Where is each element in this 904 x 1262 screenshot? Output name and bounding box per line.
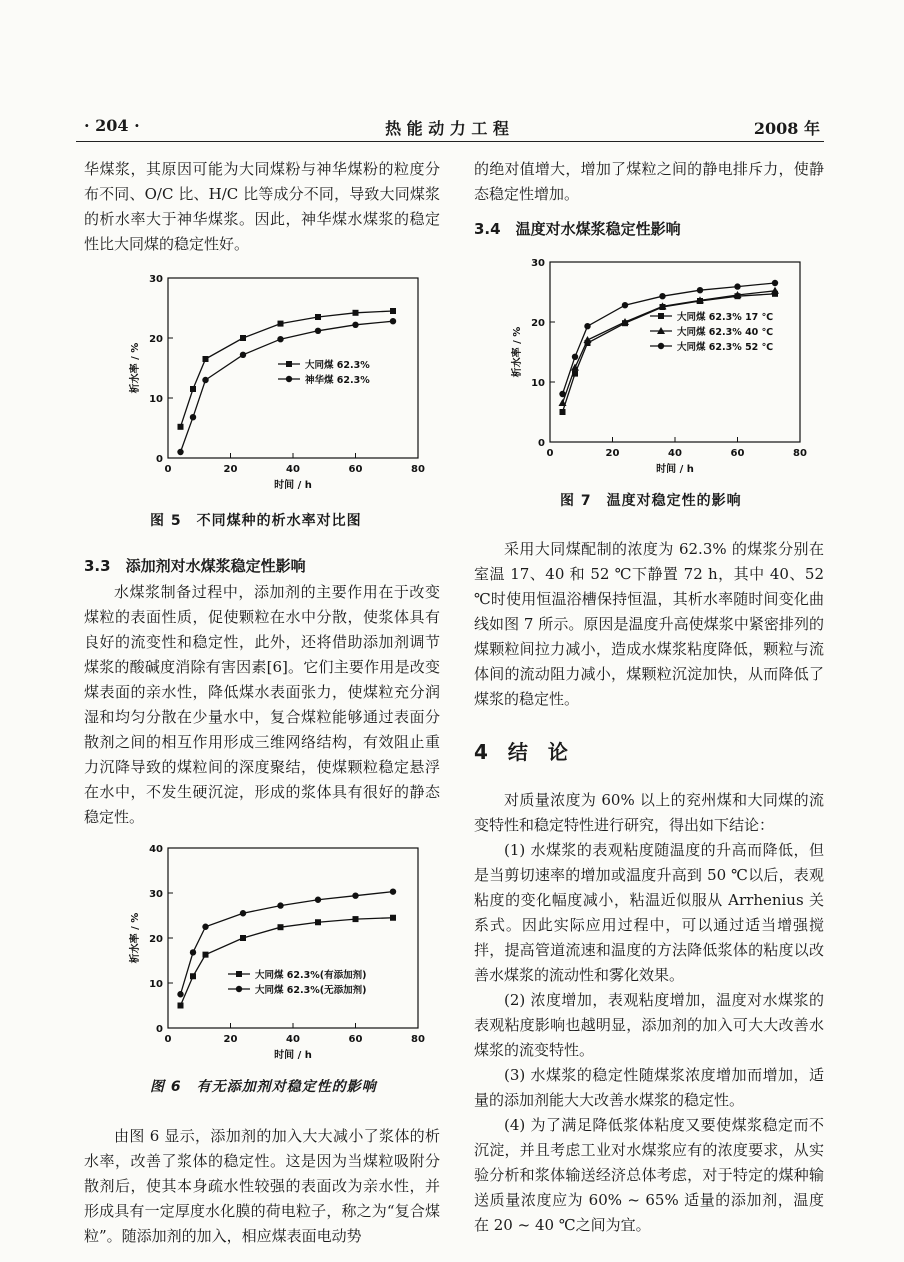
legend-marker bbox=[286, 376, 292, 382]
data-point bbox=[572, 354, 578, 360]
y-tick-label: 40 bbox=[149, 844, 163, 855]
x-tick-label: 40 bbox=[668, 448, 682, 459]
x-tick-label: 0 bbox=[164, 1034, 172, 1045]
journal-title: 热 能 动 力 工 程 bbox=[385, 119, 509, 138]
data-point bbox=[390, 888, 396, 894]
legend-label: 大同煤 62.3%(有添加剂) bbox=[255, 970, 367, 981]
page-number: · 204 · bbox=[84, 116, 140, 135]
data-point bbox=[315, 919, 321, 925]
data-point bbox=[771, 287, 779, 294]
x-axis-label: 时间 / h bbox=[656, 464, 694, 475]
right-para-2: 采用大同煤配制的浓度为 62.3% 的煤浆分别在室温 17、40 和 52 ℃下静置 72 h，其中 40、52 ℃时使用恒温浴槽保持恒温，其析水率随时间变化曲线如图 7 所示。原因是温度升高使煤浆中紧密排列的煤颗粒间拉力减小，造成水煤浆粘度降低，颗粒与流体间的流动阻力减小，煤颗粒沉淀加快，从而降低了煤浆的稳定性。 bbox=[474, 540, 824, 708]
data-point bbox=[240, 935, 246, 941]
x-tick-label: 20 bbox=[223, 464, 238, 475]
x-tick-label: 60 bbox=[348, 1034, 363, 1045]
fig6-caption: 图 6 有无添加剂对稳定性的影响 bbox=[150, 1079, 377, 1095]
legend-marker bbox=[658, 313, 664, 319]
y-tick-label: 30 bbox=[149, 274, 163, 285]
legend-label: 大同煤 62.3% bbox=[305, 360, 370, 371]
fig5-chart bbox=[120, 268, 430, 500]
y-tick-label: 20 bbox=[149, 334, 163, 345]
y-axis-label: 析水率 / % bbox=[512, 326, 523, 378]
y-tick-label: 10 bbox=[149, 394, 163, 405]
data-point bbox=[772, 280, 778, 286]
data-point bbox=[277, 336, 283, 342]
data-point bbox=[240, 335, 246, 341]
year: 2008 年 bbox=[753, 119, 820, 138]
y-tick-label: 20 bbox=[531, 318, 545, 329]
fig7-caption: 图 7 温度对稳定性的影响 bbox=[560, 493, 742, 509]
data-point bbox=[277, 902, 283, 908]
legend-marker bbox=[286, 361, 292, 367]
left-para-2: 水煤浆制备过程中，添加剂的主要作用在于改变煤粒的表面性质，促使颗粒在水中分散，使浆体具有良好的流变性和稳定性，此外，还将借助添加剂调节煤浆的酸碱度消除有害因素[6]。它们主要作用是改变煤表面的亲水性，降低煤水表面张力，使煤粒充分润湿和均匀分散在少量水中，复合煤粒能够通过表面分散剂之间的相互作用形成三维网络结构，有效阻止重力沉降导致的煤粒间的深度聚结，使煤颗粒稳定悬浮在水中，不发生硬沉淀，形成的浆体具有很好的静态稳定性。 bbox=[84, 583, 440, 826]
data-point bbox=[353, 916, 359, 922]
data-point bbox=[584, 336, 592, 343]
x-axis-label: 时间 / h bbox=[274, 1050, 312, 1061]
data-point bbox=[315, 328, 321, 334]
y-tick-label: 30 bbox=[531, 258, 545, 269]
fig6-chart bbox=[120, 838, 430, 1070]
data-point bbox=[622, 302, 628, 308]
data-point bbox=[240, 352, 246, 358]
data-point bbox=[352, 893, 358, 899]
plot-frame bbox=[168, 278, 418, 458]
data-point bbox=[315, 314, 321, 320]
x-tick-label: 0 bbox=[546, 448, 554, 459]
data-point bbox=[560, 409, 566, 415]
right-para-1: 的绝对值增大，增加了煤粒之间的静电排斥力，使静态稳定性增加。 bbox=[474, 160, 824, 203]
section-3-4: 3.4 温度对水煤浆稳定性影响 bbox=[474, 220, 681, 238]
legend-marker bbox=[658, 343, 664, 349]
series-line-2 bbox=[181, 321, 394, 452]
x-axis-label: 时间 / h bbox=[274, 480, 312, 491]
data-point bbox=[178, 424, 184, 430]
data-point bbox=[202, 377, 208, 383]
data-point bbox=[203, 952, 209, 958]
data-point bbox=[240, 910, 246, 916]
data-point bbox=[659, 293, 665, 299]
series-line-3 bbox=[563, 283, 776, 394]
data-point bbox=[190, 386, 196, 392]
x-tick-label: 0 bbox=[164, 464, 172, 475]
y-tick-label: 0 bbox=[538, 438, 545, 449]
fig7-chart bbox=[502, 252, 812, 484]
x-tick-label: 60 bbox=[730, 448, 745, 459]
y-tick-label: 10 bbox=[149, 979, 163, 990]
left-para-3: 由图 6 显示，添加剂的加入大大减小了浆体的析水率，改善了浆体的稳定性。这是因为当煤粒吸附分散剂后，使其本身疏水性较强的表面改为亲水性，并形成具有一定厚度水化膜的荷电粒子，称之为“复合煤粒”。随添加剂的加入，相应煤表面电动势 bbox=[84, 1127, 440, 1245]
legend-label: 大同煤 62.3% 40 ℃ bbox=[677, 327, 774, 338]
x-tick-label: 80 bbox=[411, 464, 425, 475]
section-4: 4 结 论 bbox=[474, 740, 568, 764]
x-tick-label: 80 bbox=[411, 1034, 425, 1045]
data-point bbox=[390, 308, 396, 314]
data-point bbox=[178, 1003, 184, 1009]
x-tick-label: 20 bbox=[605, 448, 620, 459]
data-point bbox=[559, 391, 565, 397]
x-tick-label: 40 bbox=[286, 1034, 300, 1045]
y-axis-label: 析水率 / % bbox=[130, 912, 141, 964]
x-tick-label: 60 bbox=[348, 464, 363, 475]
data-point bbox=[353, 310, 359, 316]
y-axis-label: 析水率 / % bbox=[130, 342, 141, 394]
x-tick-label: 40 bbox=[286, 464, 300, 475]
fig5-caption: 图 5 不同煤种的析水率对比图 bbox=[150, 513, 362, 529]
legend-marker bbox=[236, 986, 242, 992]
y-tick-label: 20 bbox=[149, 934, 163, 945]
data-point bbox=[177, 991, 183, 997]
data-point bbox=[315, 897, 321, 903]
section-3-3: 3.3 添加剂对水煤浆稳定性影响 bbox=[84, 557, 306, 575]
legend-marker bbox=[236, 971, 242, 977]
data-point bbox=[190, 973, 196, 979]
legend-label: 大同煤 62.3%(无添加剂) bbox=[255, 985, 367, 996]
plot-frame bbox=[168, 848, 418, 1028]
legend-label: 大同煤 62.3% 52 ℃ bbox=[677, 342, 774, 353]
data-point bbox=[390, 915, 396, 921]
y-tick-label: 30 bbox=[149, 889, 163, 900]
legend-label: 大同煤 62.3% 17 ℃ bbox=[677, 312, 774, 323]
left-para-1: 华煤浆，其原因可能为大同煤粉与神华煤粉的粒度分布不同、O/C 比、H/C 比等成分不同，导致大同煤浆的析水率大于神华煤浆。因此，神华煤水煤浆的稳定性比大同煤的稳定性好。 bbox=[84, 160, 440, 253]
data-point bbox=[190, 949, 196, 955]
data-point bbox=[177, 449, 183, 455]
y-tick-label: 10 bbox=[531, 378, 545, 389]
data-point bbox=[190, 414, 196, 420]
data-point bbox=[390, 318, 396, 324]
x-tick-label: 80 bbox=[793, 448, 807, 459]
data-point bbox=[352, 322, 358, 328]
legend-label: 神华煤 62.3% bbox=[305, 375, 370, 386]
data-point bbox=[278, 321, 284, 327]
header-rule bbox=[76, 141, 824, 142]
data-point bbox=[202, 924, 208, 930]
y-tick-label: 0 bbox=[156, 454, 163, 465]
data-point bbox=[278, 924, 284, 930]
x-tick-label: 20 bbox=[223, 1034, 238, 1045]
data-point bbox=[203, 356, 209, 362]
y-tick-label: 0 bbox=[156, 1024, 163, 1035]
data-point bbox=[734, 283, 740, 289]
data-point bbox=[697, 287, 703, 293]
data-point bbox=[584, 323, 590, 329]
right-conclusions: 对质量浓度为 60% 以上的兖州煤和大同煤的流变特性和稳定特性进行研究，得出如下结论： (1) 水煤浆的表观粘度随温度的升高而降低，但是当剪切速率的增加或温度升高到 50 ℃以后，表观粘度的变化幅度减小，粘温近似服从 Arrhenius 关系式。因此实际应用过程中，可以通过适当增强搅拌，提高管道流速和温度的方法降低浆体的粘度以改善水煤浆的流动性和雾化效果。 (2) 浓度增加，表观粘度增加，温度对水煤浆的表观粘度影响也越明显，添加剂的加入可大大改善水煤浆的流变特性。 (3) 水煤浆的稳定性随煤浆浓度增加而增加，适量的添加剂能大大改善水煤浆的稳定性。 (4) 为了满足降低浆体粘度又要使煤浆稳定而不沉淀，并且考虑工业对水煤浆应有的浓度要求，从实验分析和浆体输送经济总体考虑，对于特定的煤种输送质量浓度应为 60% ~ 65% 适量的添加剂，温度在 20 ~ 40 ℃之间为宜。 bbox=[474, 791, 824, 1234]
